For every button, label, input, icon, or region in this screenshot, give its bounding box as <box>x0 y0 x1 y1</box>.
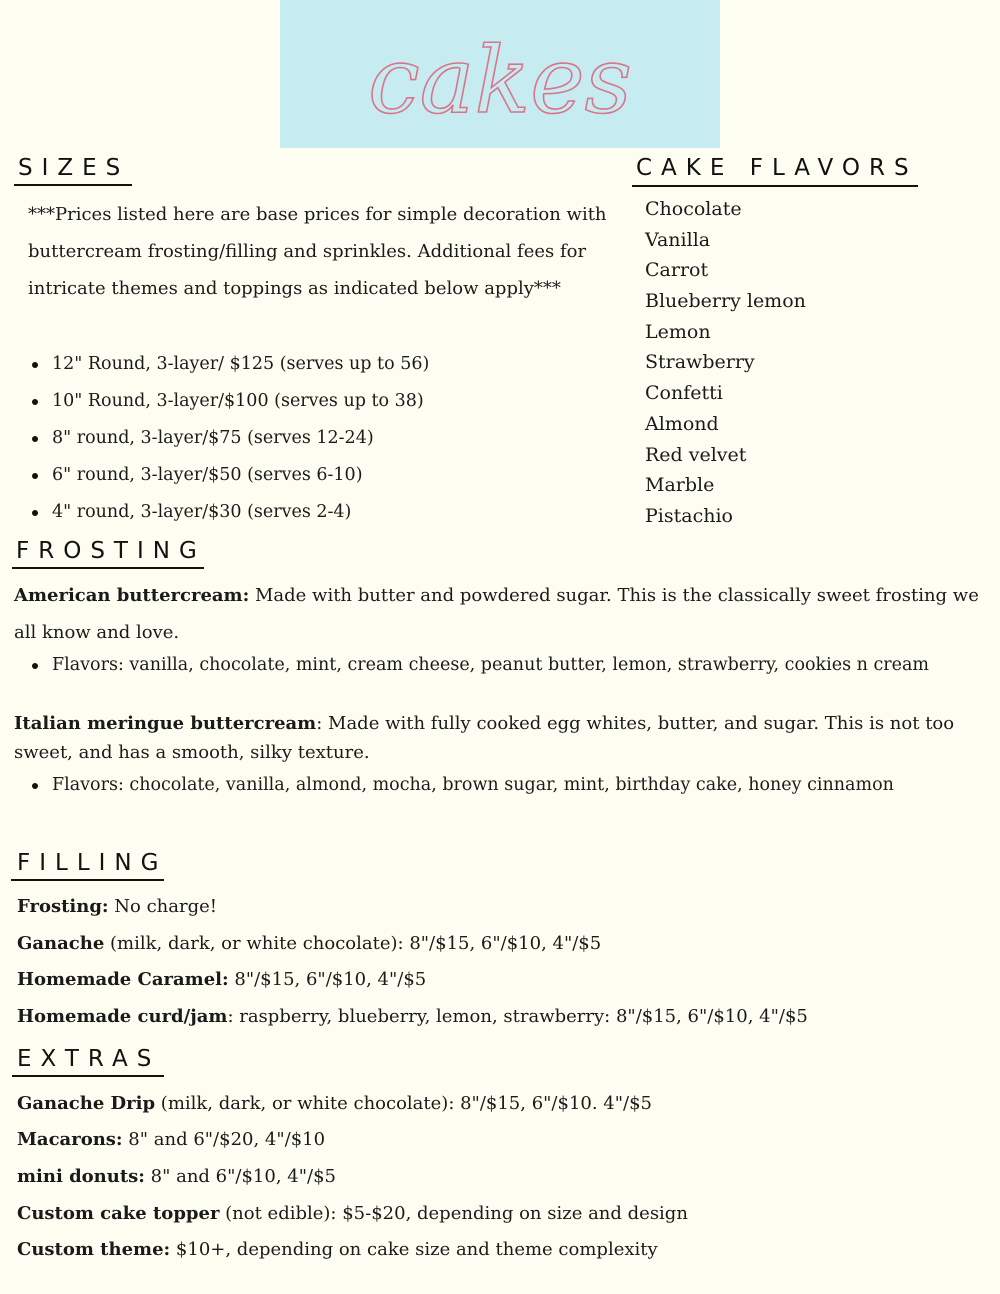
filling-text: (milk, dark, or white chocolate): 8"/$15, 6"/$10, 4"/$5 <box>104 933 602 954</box>
list-item: Red velvet <box>645 443 747 466</box>
title-logo <box>280 0 720 148</box>
extras-heading: EXTRAS <box>17 1046 161 1072</box>
american-text: Made with butter and powdered sugar. This is the classically sweet frosting we all know and love. <box>14 585 979 643</box>
american-label: American buttercream: <box>14 585 250 606</box>
italian-label: Italian meringue buttercream <box>14 713 317 734</box>
filling-label: Homemade Caramel: <box>17 969 229 990</box>
filling-label: Homemade curd/jam <box>17 1006 228 1027</box>
list-item: Lemon <box>645 320 711 343</box>
extras-row <box>17 1203 688 1224</box>
extras-underline <box>12 1075 164 1077</box>
extras-label: Macarons: <box>17 1129 123 1150</box>
extras-text: (not edible): $5-$20, depending on size and design <box>219 1203 688 1224</box>
filling-text: 8"/$15, 6"/$10, 4"/$5 <box>228 969 427 990</box>
list-item: Strawberry <box>645 351 755 374</box>
filling-label: Frosting: <box>17 896 109 917</box>
filling-text: No charge! <box>108 896 218 917</box>
list-item: 4" round, 3-layer/$30 (serves 2-4) <box>28 494 429 531</box>
italian-text: : Made with fully cooked egg whites, butter, and sugar. This is not too sweet, and has a smooth, silky texture. <box>14 713 955 763</box>
filling-row <box>17 969 426 990</box>
extras-row <box>17 1166 336 1187</box>
list-item: 10" Round, 3-layer/$100 (serves up to 38) <box>28 383 429 420</box>
flavors-list <box>645 194 806 532</box>
extras-label: Ganache Drip <box>17 1093 156 1114</box>
list-item: Almond <box>645 412 719 435</box>
extras-text: (milk, dark, or white chocolate): 8"/$15, 6"/$10. 4"/$5 <box>155 1093 652 1114</box>
extras-row <box>17 1093 652 1114</box>
extras-text: 8" and 6"/$10, 4"/$5 <box>144 1166 336 1187</box>
extras-row <box>17 1239 658 1260</box>
list-item: Blueberry lemon <box>645 290 806 313</box>
extras-label: mini donuts: <box>17 1166 145 1187</box>
title-banner <box>280 0 720 148</box>
frosting-underline <box>12 567 204 569</box>
page-title: cakes <box>368 27 632 134</box>
sizes-intro: ***Prices listed here are base prices for simple decoration with buttercream frosting/filling and sprinkles. Additional fees for intricate themes and toppings as indicated below apply*** <box>28 204 607 299</box>
extras-text: 8" and 6"/$20, 4"/$10 <box>122 1129 326 1150</box>
extras-label: Custom cake topper <box>17 1203 220 1224</box>
filling-underline <box>11 879 164 881</box>
list-item: 6" round, 3-layer/$50 (serves 6-10) <box>28 457 429 494</box>
frosting-heading: FROSTING <box>16 538 206 564</box>
list-item: Flavors: vanilla, chocolate, mint, cream cheese, peanut butter, lemon, strawberry, cookies n cream <box>28 651 973 680</box>
list-item: Carrot <box>645 259 709 282</box>
list-item: Confetti <box>645 382 723 405</box>
list-item: Pistachio <box>645 504 733 527</box>
extras-text: $10+, depending on cake size and theme complexity <box>170 1239 658 1260</box>
filling-text: : raspberry, blueberry, lemon, strawberry: 8"/$15, 6"/$10, 4"/$5 <box>227 1006 808 1027</box>
extras-row <box>17 1129 325 1150</box>
list-item: 8" round, 3-layer/$75 (serves 12-24) <box>28 420 429 457</box>
filling-label: Ganache <box>17 933 105 954</box>
filling-heading: FILLING <box>17 850 168 876</box>
list-item: Vanilla <box>645 228 711 251</box>
flavors-underline <box>632 185 918 187</box>
filling-row <box>17 933 601 954</box>
filling-row <box>17 896 217 917</box>
sizes-underline <box>14 184 132 186</box>
american-flavors-list <box>28 651 973 680</box>
sizes-heading: SIZES <box>18 155 130 181</box>
italian-buttercream <box>14 709 979 767</box>
list-item: 12" Round, 3-layer/ $125 (serves up to 56) <box>28 346 429 383</box>
flavors-heading: CAKE FLAVORS <box>636 155 918 181</box>
extras-label: Custom theme: <box>17 1239 171 1260</box>
sizes-list <box>28 346 429 531</box>
italian-flavors-list <box>28 767 928 804</box>
list-item: Marble <box>645 474 715 497</box>
american-buttercream <box>14 577 979 651</box>
list-item: Chocolate <box>645 198 742 220</box>
list-item: Flavors: chocolate, vanilla, almond, mocha, brown sugar, mint, birthday cake, honey cinnamon <box>28 767 928 804</box>
filling-row <box>17 1006 808 1027</box>
